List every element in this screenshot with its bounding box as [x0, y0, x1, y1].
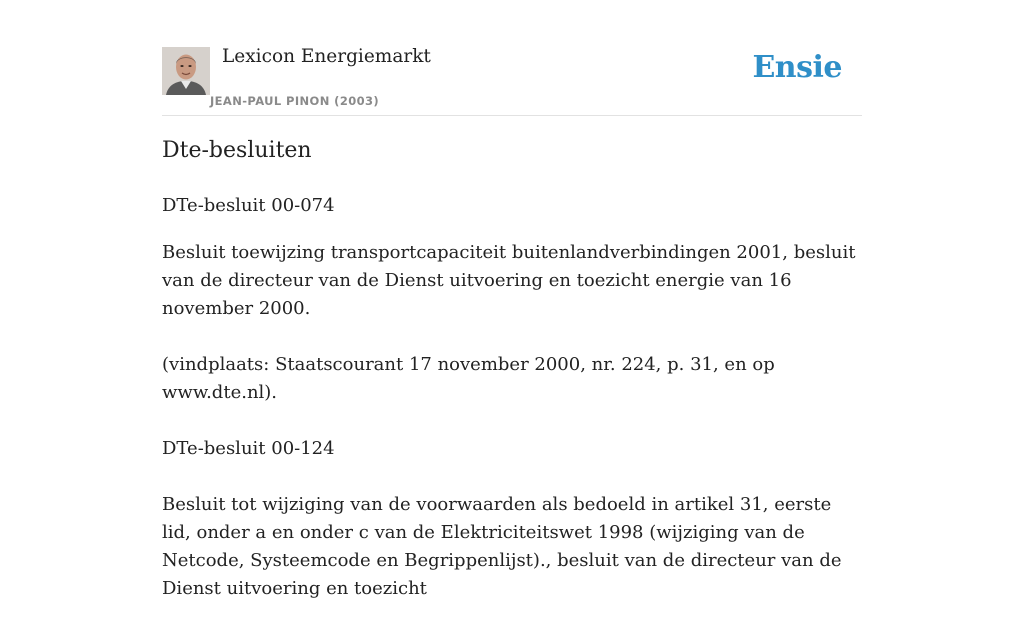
paragraph-source-reference: (vindplaats: Staatscourant 17 november 2000, nr. 224, p. 31, en op www.dte.nl).: [162, 354, 775, 403]
paragraph-decision-description-2: Besluit tot wijziging van de voorwaarden als bedoeld in artikel 31, eerste lid, onder a en onder c van de Elektriciteitswet 1998 (wijziging van de Netcode, Systeemcode en Begrippenlijst)., besluit van de directeur van de Dienst uitvoering en toezicht: [162, 494, 842, 599]
page-container: [162, 0, 862, 599]
paragraph-decision-description: Besluit toewijzing transportcapaciteit buitenlandverbindingen 2001, besluit van de directeur van de Dienst uitvoering en toezicht energie van 16 november 2000.: [162, 242, 856, 319]
book-header: [162, 0, 862, 116]
author-avatar[interactable]: [162, 47, 210, 95]
entry-content: [162, 192, 862, 622]
paragraph-decision-00-074: DTe-besluit 00-074: [162, 195, 335, 216]
book-title-link[interactable]: Lexicon Energiemarkt: [222, 46, 431, 67]
ensie-logo[interactable]: Ensie: [752, 50, 842, 85]
entry-title: Dte-besluiten: [162, 138, 312, 163]
paragraph-decision-00-124: DTe-besluit 00-124: [162, 438, 335, 459]
author-name[interactable]: JEAN-PAUL PINON (2003): [210, 94, 380, 108]
author-portrait-icon: [162, 47, 210, 95]
